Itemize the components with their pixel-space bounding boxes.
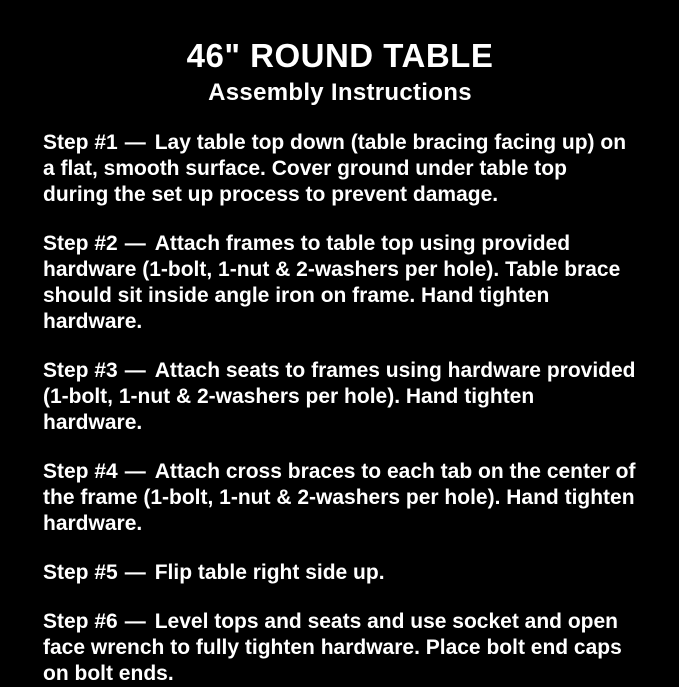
step-3-label: Step #3	[43, 358, 118, 382]
step-4-text: Attach cross braces to each tab on the center of the frame (1-bolt, 1-nut & 2-washers per hole). Hand tighten hardware.	[43, 459, 636, 535]
step-4	[43, 459, 637, 537]
step-2-dash: —	[124, 231, 146, 255]
page-subtitle: Assembly Instructions	[208, 78, 472, 106]
step-2-label: Step #2	[43, 231, 118, 255]
step-3-text: Attach seats to frames using hardware provided (1-bolt, 1-nut & 2-washers per hole). Hand tighten hardware.	[43, 358, 636, 434]
step-6-label: Step #6	[43, 609, 118, 633]
step-6	[43, 609, 637, 687]
step-1	[43, 130, 637, 208]
step-6-text: Level tops and seats and use socket and open face wrench to fully tighten hardware. Place bolt end caps on bolt ends.	[43, 609, 622, 685]
step-2	[43, 231, 637, 335]
step-5-text: Flip table right side up.	[154, 560, 385, 584]
step-3	[43, 358, 637, 436]
step-3-dash: —	[124, 358, 146, 382]
page-title: 46" ROUND TABLE	[186, 37, 494, 74]
steps-list	[43, 130, 637, 687]
step-4-label: Step #4	[43, 459, 118, 483]
step-4-dash: —	[124, 459, 146, 483]
step-1-text: Lay table top down (table bracing facing up) on a flat, smooth surface. Cover ground under table top during the set up process to prevent damage.	[43, 130, 627, 206]
step-1-label: Step #1	[43, 130, 118, 154]
card-header	[43, 36, 637, 108]
step-5-dash: —	[124, 560, 146, 584]
step-5-label: Step #5	[43, 560, 118, 584]
step-2-text: Attach frames to table top using provided hardware (1-bolt, 1-nut & 2-washers per hole). Table brace should sit inside angle iron on frame. Hand tighten hardware.	[43, 231, 621, 333]
step-6-dash: —	[124, 609, 146, 633]
step-1-dash: —	[124, 130, 146, 154]
step-5	[43, 560, 637, 586]
